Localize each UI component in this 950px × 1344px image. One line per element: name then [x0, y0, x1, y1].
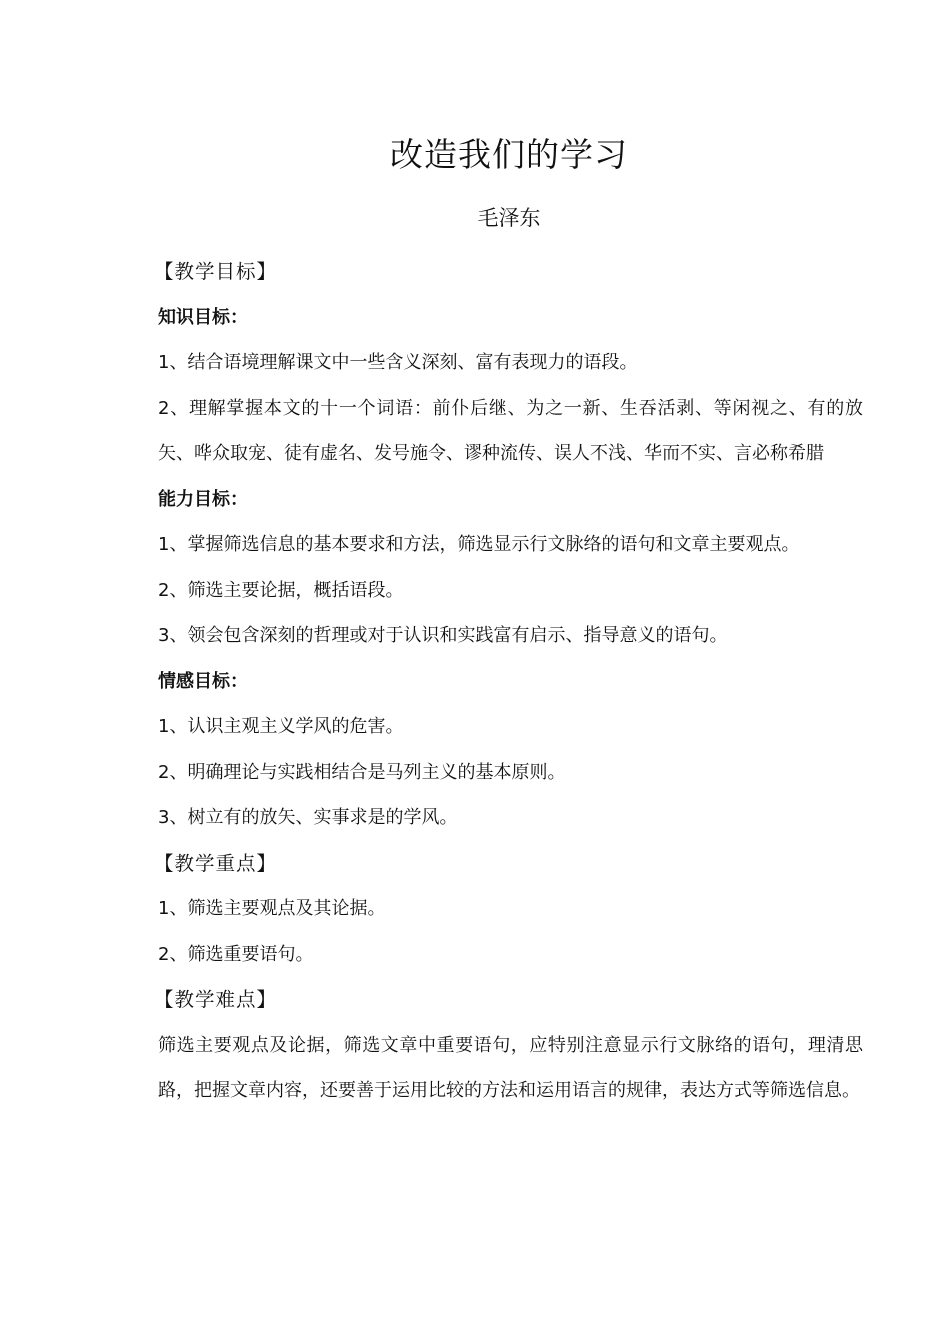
- ability-objective-item: 3、领会包含深刻的哲理或对于认识和实践富有启示、指导意义的语句。: [158, 625, 728, 646]
- difficulties-paragraph: 筛选主要观点及论据，筛选文章中重要语句，应特别注意显示行文脉络的语句，理清思路，把握文章内容，还要善于运用比较的方法和运用语言的规律，表达方式等筛选信息。: [158, 1034, 863, 1101]
- knowledge-objective-item: 2、理解掌握本文的十一个词语：前仆后继、为之一新、生吞活剥、等闲视之、有的放矢、哗众取宠、徒有虚名、发号施令、谬种流传、误人不浅、华而不实、言必称希腊: [158, 397, 863, 464]
- key-point-item: 1、筛选主要观点及其论据。: [158, 898, 386, 919]
- emotion-objective-item: 2、明确理论与实践相结合是马列主义的基本原则。: [158, 761, 566, 783]
- key-points-heading: 【教学重点】: [154, 851, 278, 875]
- knowledge-objective-item: 1、结合语境理解课文中一些含义深刻、富有表现力的语段。: [158, 352, 638, 373]
- emotion-objectives-label: 情感目标：: [158, 670, 248, 692]
- ability-objective-item: 2、筛选主要论据，概括语段。: [158, 579, 404, 601]
- document-body: [154, 249, 863, 1114]
- ability-objective-item: 1、掌握筛选信息的基本要求和方法，筛选显示行文脉络的语句和文章主要观点。: [158, 534, 800, 555]
- ability-objectives-label: 能力目标：: [158, 488, 248, 510]
- document-author: 毛泽东: [477, 206, 541, 230]
- knowledge-objectives-label: 知识目标：: [158, 306, 248, 328]
- document-title: 改造我们的学习: [390, 135, 628, 174]
- emotion-objective-item: 3、树立有的放矢、实事求是的学风。: [158, 807, 458, 828]
- emotion-objective-item: 1、认识主观主义学风的危害。: [158, 716, 404, 737]
- key-point-item: 2、筛选重要语句。: [158, 943, 314, 965]
- objectives-heading: 【教学目标】: [154, 260, 278, 283]
- difficulties-heading: 【教学难点】: [154, 988, 278, 1011]
